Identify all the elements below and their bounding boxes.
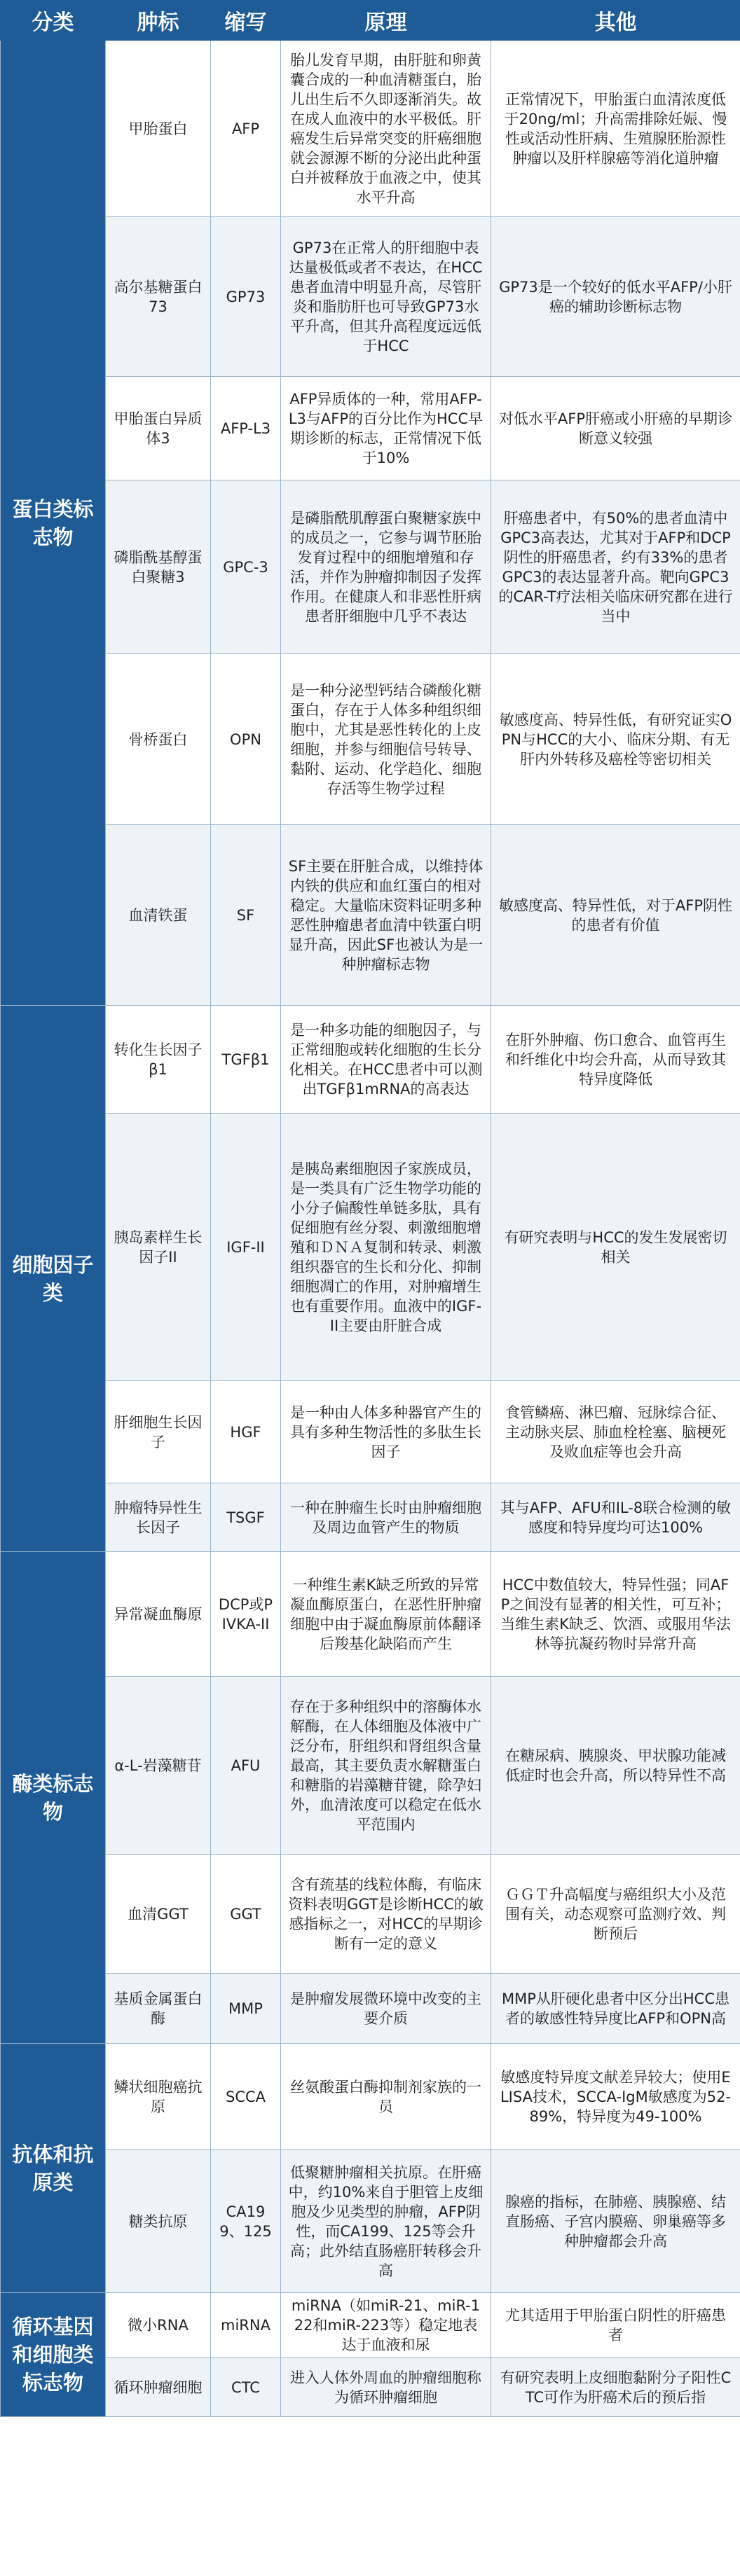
marker-name: 转化生长因子β1	[106, 1006, 211, 1114]
marker-other: 对低水平AFP肝癌或小肝癌的早期诊断意义较强	[491, 377, 740, 480]
marker-other: HCC中数值较大，特异性强；同AFP之间没有显著的相关性，可互补；当维生素K缺乏、饮酒、或服用华法林等抗凝药物时异常升高	[491, 1552, 740, 1677]
marker-principle: SF主要在肝脏合成，以维持体内铁的供应和血红蛋白的相对稳定。大量临床资料证明多种恶性肿瘤患者血清中铁蛋白明显升高，因此SF也被认为是一种肿瘤标志物	[281, 825, 491, 1006]
marker-principle: 是胰岛素细胞因子家族成员，是一类具有广泛生物学功能的小分子偏酸性单链多肽，具有促细胞有丝分裂、刺激细胞增殖和ＤＮＡ复制和转录、刺激组织器官的生长和分化、抑制细胞凋亡的作用，对肿瘤增生也有重要作用。血液中的IGF-II主要由肝脏合成	[281, 1114, 491, 1381]
category-cytokine: 细胞因子类	[1, 1006, 106, 1552]
marker-other: 其与AFP、AFU和IL-8联合检测的敏感度和特异度均可达100%	[491, 1483, 740, 1552]
marker-name: 基质金属蛋白酶	[106, 1974, 211, 2044]
marker-principle: 是肿瘤发展微环境中改变的主要介质	[281, 1974, 491, 2044]
marker-abbr: CA199、125	[211, 2150, 281, 2293]
marker-name: α-L-岩藻糖苷	[106, 1677, 211, 1855]
marker-abbr: DCP或PIVKA-II	[211, 1552, 281, 1677]
marker-other: 有研究表明与HCC的发生发展密切相关	[491, 1114, 740, 1381]
marker-abbr: CTC	[211, 2358, 281, 2417]
table-row	[1, 1677, 740, 1855]
marker-other: 尤其适用于甲胎蛋白阴性的肝癌患者	[491, 2293, 740, 2358]
table-row	[1, 2293, 740, 2358]
table-row	[1, 1974, 740, 2044]
marker-abbr: IGF-II	[211, 1114, 281, 1381]
marker-principle: AFP异质体的一种，常用AFP-L3与AFP的百分比作为HCC早期诊断的标志，正常情况下低于10%	[281, 377, 491, 480]
marker-abbr: TGFβ1	[211, 1006, 281, 1114]
table-row	[1, 2044, 740, 2150]
marker-name: 微小RNA	[106, 2293, 211, 2358]
marker-other: 食管鳞癌、淋巴瘤、冠脉综合征、主动脉夹层、肺血栓栓塞、脑梗死及败血症等也会升高	[491, 1381, 740, 1483]
marker-principle: 一种维生素K缺乏所致的异常凝血酶原蛋白，在恶性肝肿瘤细胞中由于凝血酶原前体翻译后羧基化缺陷而产生	[281, 1552, 491, 1677]
marker-abbr: GGT	[211, 1855, 281, 1974]
table-row	[1, 1006, 740, 1114]
marker-principle: 含有巯基的线粒体酶，有临床资料表明GGT是诊断HCC的敏感指标之一，对HCC的早期诊断有一定的意义	[281, 1855, 491, 1974]
marker-other: 敏感度高、特异性低，对于AFP阴性的患者有价值	[491, 825, 740, 1006]
marker-name: 血清铁蛋	[106, 825, 211, 1006]
marker-other: 在糖尿病、胰腺炎、甲状腺功能减低症时也会升高，所以特异性不高	[491, 1677, 740, 1855]
marker-principle: 进入人体外周血的肿瘤细胞称为循环肿瘤细胞	[281, 2358, 491, 2417]
table-row	[1, 1114, 740, 1381]
marker-other: MMP从肝硬化患者中区分出HCC患者的敏感性特异度比AFP和OPN高	[491, 1974, 740, 2044]
marker-principle: 胎儿发育早期，由肝脏和卵黄囊合成的一种血清糖蛋白，胎儿出生后不久即逐渐消失。故在成人血液中的水平极低。肝癌发生后异常突变的肝癌细胞就会源源不断的分泌出此种蛋白并被释放于血液之中，使其水平升高	[281, 41, 491, 217]
marker-other: GP73是一个较好的低水平AFP/小肝癌的辅助诊断标志物	[491, 217, 740, 377]
category-enzyme: 酶类标志物	[1, 1552, 106, 2044]
table-row	[1, 1855, 740, 1974]
marker-principle: 一种在肿瘤生长时由肿瘤细胞及周边血管产生的物质	[281, 1483, 491, 1552]
marker-other: 肝癌患者中，有50%的患者血清中GPC3高表达，尤其对于AFP和DCP阴性的肝癌患者，约有33%的患者GPC3的表达显著升高。靶向GPC3的CAR-T疗法相关临床研究都在进行当中	[491, 480, 740, 654]
marker-principle: miRNA（如miR-21、miR-122和miR-223等）稳定地表达于血液和尿	[281, 2293, 491, 2358]
table-row	[1, 654, 740, 825]
marker-abbr: MMP	[211, 1974, 281, 2044]
marker-name: 鳞状细胞癌抗原	[106, 2044, 211, 2150]
marker-abbr: GP73	[211, 217, 281, 377]
marker-abbr: TSGF	[211, 1483, 281, 1552]
marker-other: ＧＧＴ升高幅度与癌组织大小及范围有关，动态观察可监测疗效、判断预后	[491, 1855, 740, 1974]
marker-principle: 低聚糖肿瘤相关抗原。在肝癌中，约10%来自于胆管上皮细胞及少见类型的肿瘤，AFP阴性，而CA199、125等会升高；此外结直肠癌肝转移会升高	[281, 2150, 491, 2293]
marker-abbr: OPN	[211, 654, 281, 825]
marker-abbr: AFP-L3	[211, 377, 281, 480]
marker-name: 高尔基糖蛋白73	[106, 217, 211, 377]
table-row	[1, 1552, 740, 1677]
marker-principle: GP73在正常人的肝细胞中表达量极低或者不表达，在HCC患者血清中明显升高，尽管肝炎和脂肪肝也可导致GP73水平升高，但其升高程度远远低于HCC	[281, 217, 491, 377]
marker-other: 正常情况下，甲胎蛋白血清浓度低于20ng/ml；升高需排除妊娠、慢性或活动性肝病、生殖腺胚胎源性肿瘤以及肝样腺癌等消化道肿瘤	[491, 41, 740, 217]
marker-abbr: HGF	[211, 1381, 281, 1483]
marker-principle: 是一种由人体多种器官产生的具有多种生物活性的多肽生长因子	[281, 1381, 491, 1483]
marker-principle: 丝氨酸蛋白酶抑制剂家族的一员	[281, 2044, 491, 2150]
marker-other: 敏感度特异度文献差异较大；使用ELISA技术，SCCA-IgM敏感度为52-89%，特异度为49-100%	[491, 2044, 740, 2150]
table-row	[1, 1381, 740, 1483]
marker-abbr: GPC-3	[211, 480, 281, 654]
category-antibody: 抗体和抗原类	[1, 2044, 106, 2293]
header-principle: 原理	[281, 1, 491, 41]
header-abbr: 缩写	[211, 1, 281, 41]
marker-principle: 是磷脂酰肌醇蛋白聚糖家族中的成员之一，它参与调节胚胎发育过程中的细胞增殖和存活，并作为肿瘤抑制因子发挥作用。在健康人和非恶性肝病患者肝细胞中几乎不表达	[281, 480, 491, 654]
marker-other: 在肝外肿瘤、伤口愈合、血管再生和纤维化中均会升高，从而导致其特异度降低	[491, 1006, 740, 1114]
table-row	[1, 2358, 740, 2417]
table-row	[1, 825, 740, 1006]
marker-name: 胰岛素样生长因子II	[106, 1114, 211, 1381]
marker-abbr: AFP	[211, 41, 281, 217]
marker-name: 甲胎蛋白异质体3	[106, 377, 211, 480]
marker-name: 磷脂酰基醇蛋白聚糖3	[106, 480, 211, 654]
marker-principle: 是一种多功能的细胞因子，与正常细胞或转化细胞的生长分化相关。在HCC患者中可以测出TGFβ1mRNA的高表达	[281, 1006, 491, 1114]
table-row	[1, 41, 740, 217]
marker-other: 敏感度高、特异性低，有研究证实OPN与HCC的大小、临床分期、有无肝内外转移及癌栓等密切相关	[491, 654, 740, 825]
category-protein: 蛋白类标志物	[1, 41, 106, 1006]
marker-abbr: SF	[211, 825, 281, 1006]
table-row	[1, 377, 740, 480]
marker-abbr: SCCA	[211, 2044, 281, 2150]
table-row	[1, 217, 740, 377]
marker-name: 肝细胞生长因子	[106, 1381, 211, 1483]
marker-name: 骨桥蛋白	[106, 654, 211, 825]
marker-name: 甲胎蛋白	[106, 41, 211, 217]
marker-name: 循环肿瘤细胞	[106, 2358, 211, 2417]
header-marker: 肿标	[106, 1, 211, 41]
marker-other: 腺癌的指标，在肺癌、胰腺癌、结直肠癌、子宫内膜癌、卵巢癌等多种肿瘤都会升高	[491, 2150, 740, 2293]
header-other: 其他	[491, 1, 740, 41]
category-circulating: 循环基因和细胞类标志物	[1, 2293, 106, 2417]
table-header-row	[1, 1, 740, 41]
header-category: 分类	[1, 1, 106, 41]
marker-abbr: AFU	[211, 1677, 281, 1855]
marker-principle: 是一种分泌型钙结合磷酸化糖蛋白，存在于人体多种组织细胞中，尤其是恶性转化的上皮细胞，并参与细胞信号转导、黏附、运动、化学趋化、细胞存活等生物学过程	[281, 654, 491, 825]
marker-name: 肿瘤特异性生长因子	[106, 1483, 211, 1552]
table-row	[1, 480, 740, 654]
table-row	[1, 2150, 740, 2293]
marker-name: 异常凝血酶原	[106, 1552, 211, 1677]
marker-other: 有研究表明上皮细胞黏附分子阳性CTC可作为肝癌术后的预后指	[491, 2358, 740, 2417]
marker-name: 糖类抗原	[106, 2150, 211, 2293]
marker-name: 血清GGT	[106, 1855, 211, 1974]
marker-principle: 存在于多种组织中的溶酶体水解酶，在人体细胞及体液中广泛分布，肝组织和肾组织含量最高，其主要负责水解糖蛋白和糖脂的岩藻糖苷键，除孕妇外，血清浓度可以稳定在低水平范围内	[281, 1677, 491, 1855]
table-row	[1, 1483, 740, 1552]
marker-abbr: miRNA	[211, 2293, 281, 2358]
